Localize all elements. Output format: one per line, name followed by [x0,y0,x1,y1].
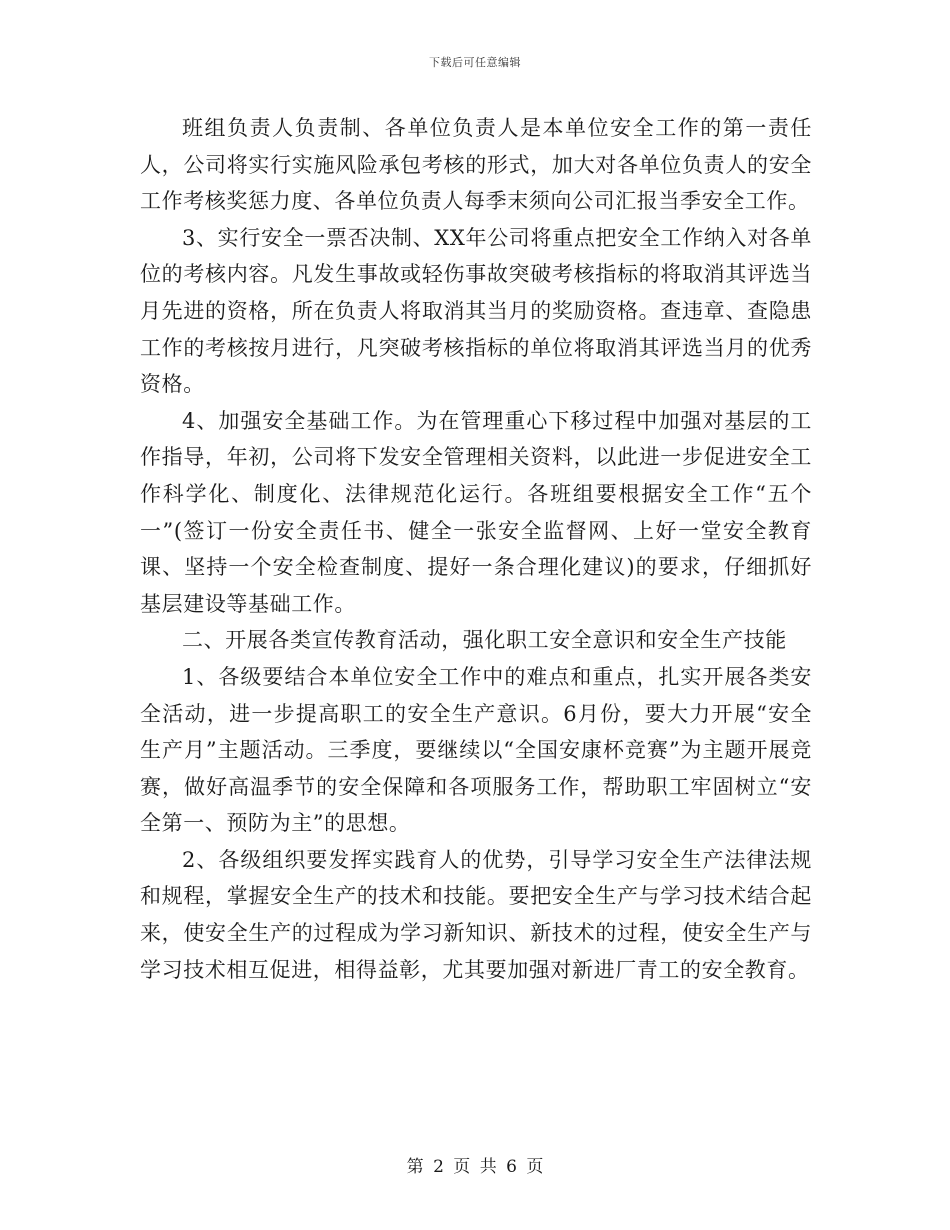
paragraph-continuation: 班组负责人负责制、各单位负责人是本单位安全工作的第一责任人，公司将实行实施风险承包考核的形式，加大对各单位负责人的安全工作考核奖惩力度、各单位负责人每季末须向公司汇报当季安全工作。 [140,116,812,214]
paragraph-item-2: 2、各级组织要发挥实践育人的优势，引导学习安全生产法律法规和规程，掌握安全生产的技术和技能。要把安全生产与学习技术结合起来，使安全生产的过程成为学习新知识、新技术的过程，使安全生产与学习技术相互促进，相得益彰，尤其要加强对新进厂青工的安全教育。 [140,847,812,982]
paragraph-item-3: 3、实行安全一票否决制、XX年公司将重点把安全工作纳入对各单位的考核内容。凡发生事故或轻伤事故突破考核指标的将取消其评选当月先进的资格，所在负责人将取消其当月的奖励资格。查违章、查隐患工作的考核按月进行，凡突破考核指标的单位将取消其评选当月的优秀资格。 [140,225,812,397]
document-body [140,110,812,988]
page-header: 下载后可任意编辑 [429,56,521,69]
section-heading-2: 二、开展各类宣传教育活动，强化职工安全意识和安全生产技能 [182,628,787,653]
paragraph-item-1: 1、各级要结合本单位安全工作中的难点和重点，扎实开展各类安全活动，进一步提高职工的安全生产意识。6月份，要大力开展“安全生产月”主题活动。三季度，要继续以“全国安康杯竞赛”为主题开展竞赛，做好高温季节的安全保障和各项服务工作，帮助职工牢固树立“安全第一、预防为主”的思想。 [140,664,812,836]
paragraph-item-4: 4、加强安全基础工作。为在管理重心下移过程中加强对基层的工作指导，年初，公司将下发安全管理相关资料，以此进一步促进安全工作科学化、制度化、法律规范化运行。各班组要根据安全工作“五个一”(签订一份安全责任书、健全一张安全监督网、上好一堂安全教育课、坚持一个安全检查制度、提好一条合理化建议)的要求，仔细抓好基层建设等基础工作。 [140,408,812,616]
page-number-footer: 第 2 页 共 6 页 [406,1157,544,1177]
